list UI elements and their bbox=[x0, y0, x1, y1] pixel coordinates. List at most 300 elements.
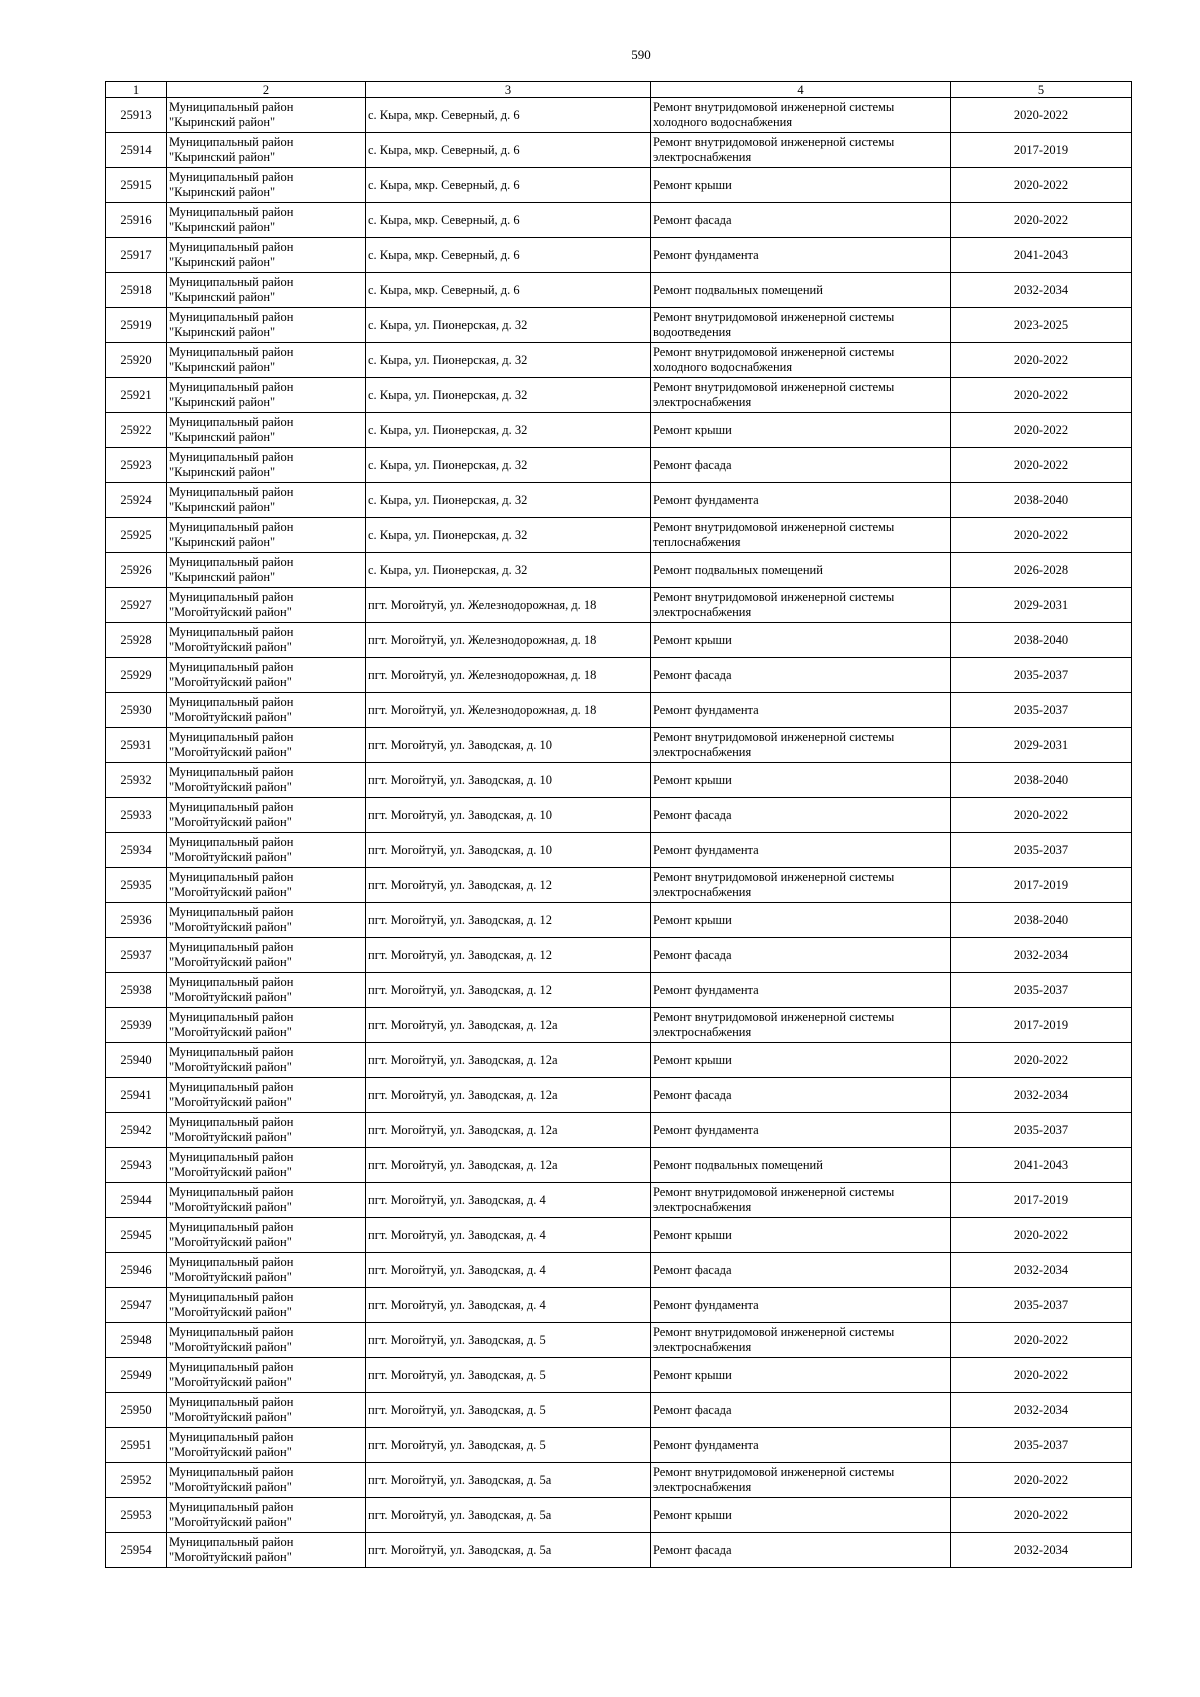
row-number: 25954 bbox=[106, 1533, 167, 1568]
municipality-line: Муниципальный район bbox=[169, 975, 294, 989]
period-cell: 2020-2022 bbox=[951, 798, 1132, 833]
work-type-line: Ремонт фасада bbox=[653, 947, 732, 962]
period-cell: 2035-2037 bbox=[951, 658, 1132, 693]
municipality-name: "Кыринский район" bbox=[169, 360, 276, 374]
work-type-cell bbox=[651, 483, 951, 518]
address-cell: с. Кыра, ул. Пионерская, д. 32 bbox=[366, 518, 651, 553]
row-number: 25933 bbox=[106, 798, 167, 833]
work-type-cell bbox=[651, 378, 951, 413]
row-number: 25914 bbox=[106, 133, 167, 168]
municipality-line: Муниципальный район bbox=[169, 940, 294, 954]
work-type-line: Ремонт фасада bbox=[653, 807, 732, 822]
municipality-line: Муниципальный район bbox=[169, 625, 294, 639]
table-row bbox=[106, 1008, 1132, 1043]
table-row bbox=[106, 448, 1132, 483]
address-cell: с. Кыра, мкр. Северный, д. 6 bbox=[366, 273, 651, 308]
table-row bbox=[106, 98, 1132, 133]
row-number: 25938 bbox=[106, 973, 167, 1008]
work-type-line: Ремонт фундамента bbox=[653, 247, 759, 262]
municipality-cell bbox=[167, 98, 366, 133]
table-row bbox=[106, 763, 1132, 798]
work-type-cell bbox=[651, 693, 951, 728]
municipality-name: "Кыринский район" bbox=[169, 220, 276, 234]
work-type-line: Ремонт крыши bbox=[653, 177, 732, 192]
municipality-name: "Могойтуйский район" bbox=[169, 920, 292, 934]
municipality-name: "Могойтуйский район" bbox=[169, 990, 292, 1004]
municipality-line: Муниципальный район bbox=[169, 905, 294, 919]
address-cell: пгт. Могойтуй, ул. Заводская, д. 12а bbox=[366, 1008, 651, 1043]
address-cell: пгт. Могойтуй, ул. Заводская, д. 12а bbox=[366, 1078, 651, 1113]
period-cell: 2035-2037 bbox=[951, 973, 1132, 1008]
address-cell: пгт. Могойтуй, ул. Заводская, д. 5а bbox=[366, 1498, 651, 1533]
municipality-line: Муниципальный район bbox=[169, 1045, 294, 1059]
work-type-line: Ремонт крыши bbox=[653, 1052, 732, 1067]
municipality-cell bbox=[167, 833, 366, 868]
table-row bbox=[106, 1148, 1132, 1183]
municipality-cell bbox=[167, 1218, 366, 1253]
table-row bbox=[106, 1183, 1132, 1218]
address-cell: пгт. Могойтуй, ул. Заводская, д. 12 bbox=[366, 973, 651, 1008]
work-type-cell bbox=[651, 448, 951, 483]
work-type-cell bbox=[651, 1358, 951, 1393]
municipality-line: Муниципальный район bbox=[169, 345, 294, 359]
work-type-cell bbox=[651, 98, 951, 133]
period-cell: 2035-2037 bbox=[951, 1428, 1132, 1463]
period-cell: 2020-2022 bbox=[951, 1498, 1132, 1533]
table-row bbox=[106, 413, 1132, 448]
municipality-line: Муниципальный район bbox=[169, 1290, 294, 1304]
municipality-name: "Могойтуйский район" bbox=[169, 1235, 292, 1249]
row-number: 25942 bbox=[106, 1113, 167, 1148]
period-cell: 2032-2034 bbox=[951, 1393, 1132, 1428]
municipality-name: "Могойтуйский район" bbox=[169, 955, 292, 969]
work-type-cell bbox=[651, 1393, 951, 1428]
work-type-line: Ремонт внутридомовой инженерной системы bbox=[653, 345, 895, 359]
row-number: 25943 bbox=[106, 1148, 167, 1183]
work-type-line: Ремонт внутридомовой инженерной системы bbox=[653, 1185, 895, 1199]
work-type-line: Ремонт внутридомовой инженерной системы bbox=[653, 870, 895, 884]
row-number: 25953 bbox=[106, 1498, 167, 1533]
period-cell: 2020-2022 bbox=[951, 413, 1132, 448]
work-type-line: Ремонт фундамента bbox=[653, 842, 759, 857]
table-row bbox=[106, 623, 1132, 658]
table-row bbox=[106, 1253, 1132, 1288]
period-cell: 2020-2022 bbox=[951, 1218, 1132, 1253]
period-cell: 2032-2034 bbox=[951, 938, 1132, 973]
work-type-line: электроснабжения bbox=[653, 1200, 752, 1214]
work-type-line: Ремонт фасада bbox=[653, 667, 732, 682]
period-cell: 2017-2019 bbox=[951, 133, 1132, 168]
period-cell: 2038-2040 bbox=[951, 483, 1132, 518]
work-type-line: Ремонт внутридомовой инженерной системы bbox=[653, 590, 895, 604]
municipality-name: "Могойтуйский район" bbox=[169, 605, 292, 619]
municipality-line: Муниципальный район bbox=[169, 1430, 294, 1444]
period-cell: 2020-2022 bbox=[951, 1463, 1132, 1498]
municipality-line: Муниципальный район bbox=[169, 380, 294, 394]
period-cell: 2038-2040 bbox=[951, 903, 1132, 938]
municipality-name: "Могойтуйский район" bbox=[169, 745, 292, 759]
municipality-name: "Кыринский район" bbox=[169, 185, 276, 199]
table-row bbox=[106, 1218, 1132, 1253]
period-cell: 2020-2022 bbox=[951, 518, 1132, 553]
municipality-name: "Могойтуйский район" bbox=[169, 885, 292, 899]
work-type-cell bbox=[651, 903, 951, 938]
municipality-name: "Могойтуйский район" bbox=[169, 640, 292, 654]
address-cell: пгт. Могойтуй, ул. Заводская, д. 12 bbox=[366, 868, 651, 903]
work-type-cell bbox=[651, 413, 951, 448]
municipality-cell bbox=[167, 938, 366, 973]
work-type-line: холодного водоснабжения bbox=[653, 115, 793, 129]
table-row bbox=[106, 1288, 1132, 1323]
column-header: 2 bbox=[167, 82, 366, 98]
work-type-line: Ремонт внутридомовой инженерной системы bbox=[653, 520, 895, 534]
row-number: 25917 bbox=[106, 238, 167, 273]
municipality-cell bbox=[167, 623, 366, 658]
municipality-line: Муниципальный район bbox=[169, 1465, 294, 1479]
municipality-name: "Кыринский район" bbox=[169, 115, 276, 129]
table-row bbox=[106, 168, 1132, 203]
municipality-cell bbox=[167, 133, 366, 168]
work-type-line: электроснабжения bbox=[653, 395, 752, 409]
municipality-cell bbox=[167, 1533, 366, 1568]
row-number: 25930 bbox=[106, 693, 167, 728]
work-type-cell bbox=[651, 1008, 951, 1043]
municipality-line: Муниципальный район bbox=[169, 765, 294, 779]
municipality-line: Муниципальный район bbox=[169, 835, 294, 849]
municipality-line: Муниципальный район bbox=[169, 800, 294, 814]
address-cell: с. Кыра, мкр. Северный, д. 6 bbox=[366, 133, 651, 168]
work-type-cell bbox=[651, 308, 951, 343]
table-row bbox=[106, 938, 1132, 973]
address-cell: с. Кыра, ул. Пионерская, д. 32 bbox=[366, 553, 651, 588]
period-cell: 2032-2034 bbox=[951, 1253, 1132, 1288]
row-number: 25923 bbox=[106, 448, 167, 483]
work-type-line: Ремонт подвальных помещений bbox=[653, 1157, 823, 1172]
municipality-name: "Могойтуйский район" bbox=[169, 815, 292, 829]
work-type-line: Ремонт фундамента bbox=[653, 702, 759, 717]
table-row bbox=[106, 833, 1132, 868]
table-row bbox=[106, 588, 1132, 623]
work-type-line: Ремонт фундамента bbox=[653, 982, 759, 997]
municipality-line: Муниципальный район bbox=[169, 275, 294, 289]
work-type-line: Ремонт крыши bbox=[653, 772, 732, 787]
work-type-line: электроснабжения bbox=[653, 150, 752, 164]
table-row bbox=[106, 1498, 1132, 1533]
row-number: 25922 bbox=[106, 413, 167, 448]
work-type-cell bbox=[651, 623, 951, 658]
work-type-cell bbox=[651, 133, 951, 168]
work-type-line: электроснабжения bbox=[653, 885, 752, 899]
municipality-line: Муниципальный район bbox=[169, 1535, 294, 1549]
municipality-cell bbox=[167, 973, 366, 1008]
address-cell: с. Кыра, мкр. Северный, д. 6 bbox=[366, 168, 651, 203]
period-cell: 2020-2022 bbox=[951, 98, 1132, 133]
work-type-line: Ремонт подвальных помещений bbox=[653, 562, 823, 577]
municipality-name: "Кыринский район" bbox=[169, 570, 276, 584]
table-row bbox=[106, 798, 1132, 833]
address-cell: с. Кыра, ул. Пионерская, д. 32 bbox=[366, 343, 651, 378]
municipality-name: "Могойтуйский район" bbox=[169, 1375, 292, 1389]
municipality-name: "Кыринский район" bbox=[169, 535, 276, 549]
address-cell: с. Кыра, мкр. Северный, д. 6 bbox=[366, 238, 651, 273]
municipality-name: "Могойтуйский район" bbox=[169, 1060, 292, 1074]
municipality-cell bbox=[167, 168, 366, 203]
municipality-cell bbox=[167, 553, 366, 588]
address-cell: пгт. Могойтуй, ул. Заводская, д. 10 bbox=[366, 833, 651, 868]
row-number: 25935 bbox=[106, 868, 167, 903]
work-type-cell bbox=[651, 1428, 951, 1463]
row-number: 25946 bbox=[106, 1253, 167, 1288]
column-number-row bbox=[106, 82, 1132, 98]
municipality-cell bbox=[167, 1393, 366, 1428]
work-type-cell bbox=[651, 553, 951, 588]
municipality-name: "Могойтуйский район" bbox=[169, 1165, 292, 1179]
municipality-line: Муниципальный район bbox=[169, 1360, 294, 1374]
municipality-cell bbox=[167, 308, 366, 343]
work-type-cell bbox=[651, 868, 951, 903]
municipality-cell bbox=[167, 588, 366, 623]
work-type-line: Ремонт внутридомовой инженерной системы bbox=[653, 1010, 895, 1024]
municipality-cell bbox=[167, 378, 366, 413]
work-type-cell bbox=[651, 1288, 951, 1323]
table-row bbox=[106, 728, 1132, 763]
table-row bbox=[106, 553, 1132, 588]
row-number: 25928 bbox=[106, 623, 167, 658]
municipality-name: "Кыринский район" bbox=[169, 325, 276, 339]
municipality-line: Муниципальный район bbox=[169, 1080, 294, 1094]
work-type-line: Ремонт фасада bbox=[653, 1542, 732, 1557]
work-type-cell bbox=[651, 518, 951, 553]
column-header: 4 bbox=[651, 82, 951, 98]
period-cell: 2020-2022 bbox=[951, 343, 1132, 378]
municipality-cell bbox=[167, 413, 366, 448]
municipality-name: "Кыринский район" bbox=[169, 430, 276, 444]
work-type-line: электроснабжения bbox=[653, 605, 752, 619]
address-cell: пгт. Могойтуй, ул. Железнодорожная, д. 18 bbox=[366, 588, 651, 623]
municipality-cell bbox=[167, 1428, 366, 1463]
work-type-line: Ремонт крыши bbox=[653, 422, 732, 437]
work-type-cell bbox=[651, 1498, 951, 1533]
work-type-cell bbox=[651, 1113, 951, 1148]
municipality-line: Муниципальный район bbox=[169, 590, 294, 604]
municipality-cell bbox=[167, 693, 366, 728]
period-cell: 2032-2034 bbox=[951, 1533, 1132, 1568]
municipality-cell bbox=[167, 203, 366, 238]
table-row bbox=[106, 203, 1132, 238]
work-type-cell bbox=[651, 1183, 951, 1218]
table-row bbox=[106, 693, 1132, 728]
table-row bbox=[106, 1463, 1132, 1498]
row-number: 25934 bbox=[106, 833, 167, 868]
row-number: 25913 bbox=[106, 98, 167, 133]
municipality-line: Муниципальный район bbox=[169, 555, 294, 569]
table-row bbox=[106, 658, 1132, 693]
row-number: 25932 bbox=[106, 763, 167, 798]
table-row bbox=[106, 1078, 1132, 1113]
work-type-cell bbox=[651, 1148, 951, 1183]
period-cell: 2032-2034 bbox=[951, 273, 1132, 308]
period-cell: 2020-2022 bbox=[951, 378, 1132, 413]
work-type-line: Ремонт крыши bbox=[653, 912, 732, 927]
row-number: 25918 bbox=[106, 273, 167, 308]
municipality-cell bbox=[167, 1253, 366, 1288]
municipality-cell bbox=[167, 273, 366, 308]
municipality-cell bbox=[167, 1288, 366, 1323]
table-row bbox=[106, 483, 1132, 518]
municipality-cell bbox=[167, 903, 366, 938]
municipality-name: "Могойтуйский район" bbox=[169, 1340, 292, 1354]
address-cell: с. Кыра, ул. Пионерская, д. 32 bbox=[366, 413, 651, 448]
work-type-cell bbox=[651, 1218, 951, 1253]
municipality-name: "Кыринский район" bbox=[169, 255, 276, 269]
period-cell: 2020-2022 bbox=[951, 448, 1132, 483]
municipality-name: "Могойтуйский район" bbox=[169, 710, 292, 724]
table-row bbox=[106, 1428, 1132, 1463]
municipality-name: "Кыринский район" bbox=[169, 395, 276, 409]
address-cell: пгт. Могойтуй, ул. Заводская, д. 12а bbox=[366, 1148, 651, 1183]
address-cell: с. Кыра, ул. Пионерская, д. 32 bbox=[366, 378, 651, 413]
period-cell: 2023-2025 bbox=[951, 308, 1132, 343]
period-cell: 2038-2040 bbox=[951, 623, 1132, 658]
municipality-name: "Могойтуйский район" bbox=[169, 1515, 292, 1529]
work-type-line: Ремонт внутридомовой инженерной системы bbox=[653, 730, 895, 744]
municipality-line: Муниципальный район bbox=[169, 485, 294, 499]
address-cell: пгт. Могойтуй, ул. Железнодорожная, д. 18 bbox=[366, 658, 651, 693]
work-type-line: теплоснабжения bbox=[653, 535, 741, 549]
municipality-name: "Могойтуйский район" bbox=[169, 1025, 292, 1039]
table-row bbox=[106, 1358, 1132, 1393]
municipality-line: Муниципальный район bbox=[169, 100, 294, 114]
work-type-cell bbox=[651, 798, 951, 833]
address-cell: пгт. Могойтуй, ул. Заводская, д. 5а bbox=[366, 1463, 651, 1498]
municipality-line: Муниципальный район bbox=[169, 240, 294, 254]
period-cell: 2035-2037 bbox=[951, 693, 1132, 728]
work-type-line: Ремонт крыши bbox=[653, 1227, 732, 1242]
work-type-line: Ремонт фасада bbox=[653, 212, 732, 227]
municipality-line: Муниципальный район bbox=[169, 1255, 294, 1269]
address-cell: пгт. Могойтуй, ул. Заводская, д. 12а bbox=[366, 1043, 651, 1078]
municipality-name: "Могойтуйский район" bbox=[169, 1305, 292, 1319]
address-cell: пгт. Могойтуй, ул. Заводская, д. 10 bbox=[366, 763, 651, 798]
row-number: 25931 bbox=[106, 728, 167, 763]
row-number: 25944 bbox=[106, 1183, 167, 1218]
work-type-line: Ремонт внутридомовой инженерной системы bbox=[653, 1465, 895, 1479]
municipality-name: "Кыринский район" bbox=[169, 290, 276, 304]
table-row bbox=[106, 378, 1132, 413]
municipality-line: Муниципальный район bbox=[169, 660, 294, 674]
municipality-cell bbox=[167, 1463, 366, 1498]
work-type-cell bbox=[651, 588, 951, 623]
work-type-line: Ремонт фасада bbox=[653, 457, 732, 472]
municipality-line: Муниципальный район bbox=[169, 1325, 294, 1339]
column-header: 5 bbox=[951, 82, 1132, 98]
period-cell: 2029-2031 bbox=[951, 588, 1132, 623]
work-type-line: Ремонт фасада bbox=[653, 1087, 732, 1102]
municipality-name: "Могойтуйский район" bbox=[169, 850, 292, 864]
work-type-cell bbox=[651, 1253, 951, 1288]
municipality-line: Муниципальный район bbox=[169, 310, 294, 324]
address-cell: с. Кыра, ул. Пионерская, д. 32 bbox=[366, 308, 651, 343]
work-type-cell bbox=[651, 728, 951, 763]
row-number: 25920 bbox=[106, 343, 167, 378]
work-type-cell bbox=[651, 833, 951, 868]
period-cell: 2038-2040 bbox=[951, 763, 1132, 798]
work-type-line: Ремонт внутридомовой инженерной системы bbox=[653, 1325, 895, 1339]
work-type-line: Ремонт внутридомовой инженерной системы bbox=[653, 380, 895, 394]
work-type-cell bbox=[651, 203, 951, 238]
municipality-line: Муниципальный район bbox=[169, 1395, 294, 1409]
period-cell: 2035-2037 bbox=[951, 1288, 1132, 1323]
table-row bbox=[106, 973, 1132, 1008]
municipality-name: "Могойтуйский район" bbox=[169, 1480, 292, 1494]
municipality-line: Муниципальный район bbox=[169, 1115, 294, 1129]
municipality-name: "Кыринский район" bbox=[169, 500, 276, 514]
municipality-cell bbox=[167, 658, 366, 693]
work-type-line: холодного водоснабжения bbox=[653, 360, 793, 374]
work-type-cell bbox=[651, 273, 951, 308]
table-row bbox=[106, 1113, 1132, 1148]
municipality-name: "Могойтуйский район" bbox=[169, 1410, 292, 1424]
period-cell: 2026-2028 bbox=[951, 553, 1132, 588]
municipality-name: "Кыринский район" bbox=[169, 465, 276, 479]
address-cell: пгт. Могойтуй, ул. Заводская, д. 12 bbox=[366, 938, 651, 973]
table-row bbox=[106, 903, 1132, 938]
row-number: 25945 bbox=[106, 1218, 167, 1253]
municipality-cell bbox=[167, 1183, 366, 1218]
row-number: 25919 bbox=[106, 308, 167, 343]
capital-repair-table bbox=[105, 81, 1132, 1568]
municipality-cell bbox=[167, 1498, 366, 1533]
municipality-cell bbox=[167, 1043, 366, 1078]
work-type-cell bbox=[651, 1078, 951, 1113]
period-cell: 2020-2022 bbox=[951, 1323, 1132, 1358]
table-body bbox=[106, 98, 1132, 1568]
table-row bbox=[106, 133, 1132, 168]
work-type-line: Ремонт фундамента bbox=[653, 492, 759, 507]
municipality-cell bbox=[167, 728, 366, 763]
row-number: 25952 bbox=[106, 1463, 167, 1498]
work-type-line: водоотведения bbox=[653, 325, 732, 339]
period-cell: 2032-2034 bbox=[951, 1078, 1132, 1113]
work-type-line: Ремонт внутридомовой инженерной системы bbox=[653, 310, 895, 324]
municipality-line: Муниципальный район bbox=[169, 520, 294, 534]
table-row bbox=[106, 238, 1132, 273]
municipality-line: Муниципальный район bbox=[169, 870, 294, 884]
row-number: 25929 bbox=[106, 658, 167, 693]
period-cell: 2041-2043 bbox=[951, 1148, 1132, 1183]
period-cell: 2029-2031 bbox=[951, 728, 1132, 763]
municipality-cell bbox=[167, 763, 366, 798]
municipality-cell bbox=[167, 448, 366, 483]
address-cell: с. Кыра, мкр. Северный, д. 6 bbox=[366, 98, 651, 133]
work-type-line: Ремонт внутридомовой инженерной системы bbox=[653, 100, 895, 114]
address-cell: с. Кыра, мкр. Северный, д. 6 bbox=[366, 203, 651, 238]
table-row bbox=[106, 308, 1132, 343]
work-type-line: электроснабжения bbox=[653, 1340, 752, 1354]
address-cell: пгт. Могойтуй, ул. Заводская, д. 5 bbox=[366, 1428, 651, 1463]
municipality-line: Муниципальный район bbox=[169, 1150, 294, 1164]
municipality-line: Муниципальный район bbox=[169, 1010, 294, 1024]
row-number: 25939 bbox=[106, 1008, 167, 1043]
work-type-cell bbox=[651, 168, 951, 203]
work-type-cell bbox=[651, 343, 951, 378]
municipality-cell bbox=[167, 798, 366, 833]
row-number: 25948 bbox=[106, 1323, 167, 1358]
row-number: 25927 bbox=[106, 588, 167, 623]
row-number: 25924 bbox=[106, 483, 167, 518]
address-cell: пгт. Могойтуй, ул. Заводская, д. 4 bbox=[366, 1183, 651, 1218]
work-type-cell bbox=[651, 973, 951, 1008]
